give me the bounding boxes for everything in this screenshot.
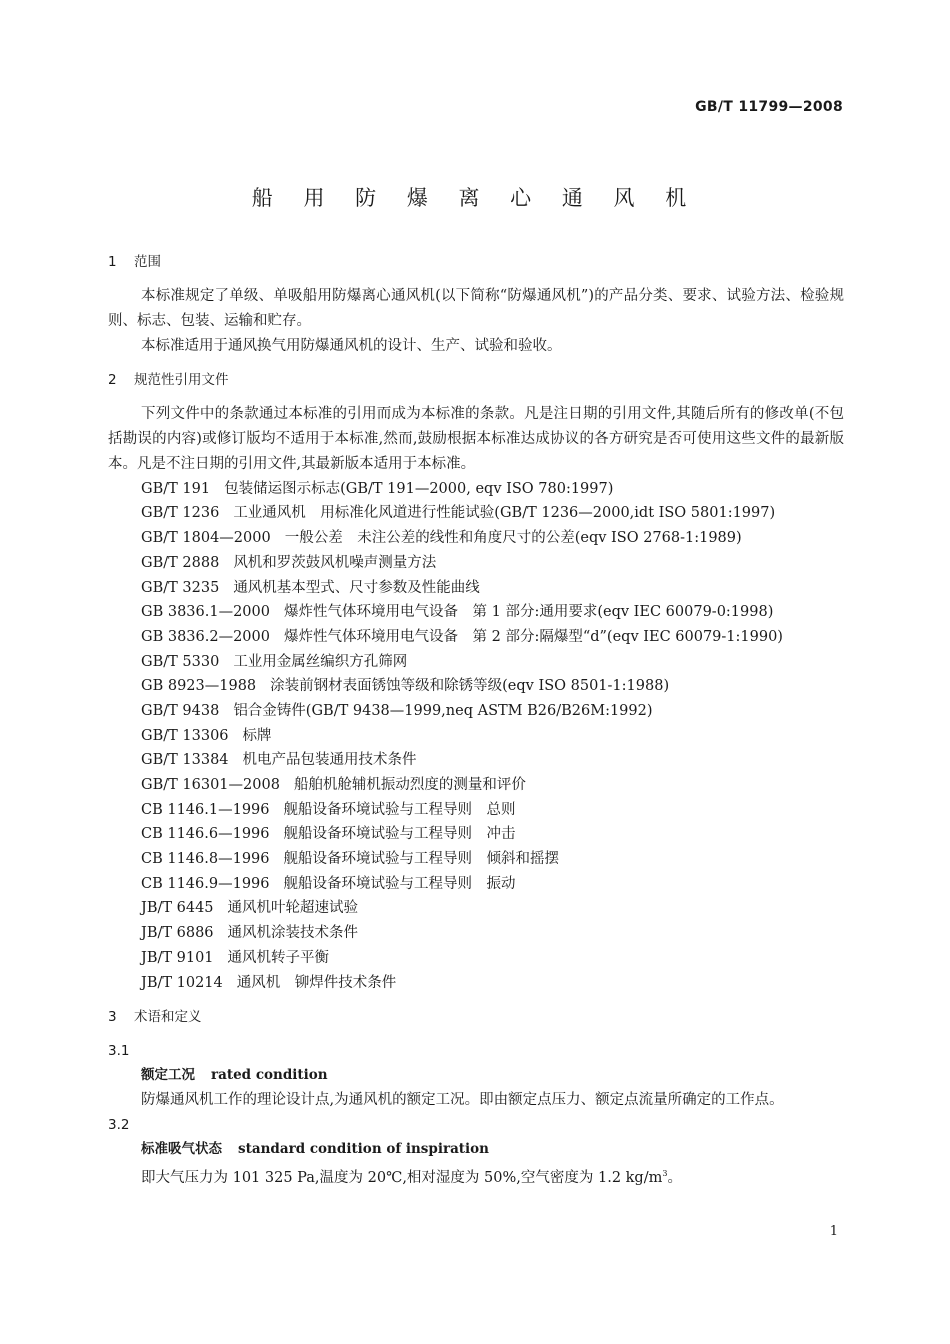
reference-item <box>108 625 844 650</box>
reference-item <box>108 896 844 921</box>
reference-code: GB/T 5330 <box>141 653 220 670</box>
term-heading <box>108 1063 844 1088</box>
reference-item <box>108 501 844 526</box>
reference-item <box>108 946 844 971</box>
reference-title: 爆炸性气体环境用电气设备 第 1 部分:通用要求(eqv IEC 60079-0:1998) <box>284 604 774 621</box>
term-definition-text: 即大气压力为 101 325 Pa,温度为 20℃,相对湿度为 50%,空气密度为 1.2 kg/m <box>141 1169 663 1186</box>
section-number: 1 <box>108 254 117 270</box>
reference-title: 通风机叶轮超速试验 <box>227 900 359 917</box>
reference-title: 风机和罗茨鼓风机噪声测量方法 <box>233 554 437 571</box>
reference-item <box>108 847 844 872</box>
normative-references-list <box>108 477 844 995</box>
section-heading-1 <box>108 250 844 274</box>
term-chinese: 标准吸气状态 <box>141 1141 222 1158</box>
reference-item <box>108 921 844 946</box>
reference-code: JB/T 10214 <box>141 974 223 991</box>
reference-title: 机电产品包装通用技术条件 <box>242 752 417 769</box>
reference-code: GB/T 1236 <box>141 505 220 522</box>
reference-code: JB/T 6445 <box>141 900 214 917</box>
term-number: 3.2 <box>108 1117 130 1134</box>
reference-title: 工业用金属丝编织方孔筛网 <box>233 653 408 670</box>
reference-item <box>108 600 844 625</box>
reference-code: CB 1146.8—1996 <box>141 851 270 868</box>
reference-code: CB 1146.9—1996 <box>141 875 270 892</box>
reference-code: GB 3836.1—2000 <box>141 604 270 621</box>
reference-item <box>108 872 844 897</box>
reference-code: GB 3836.2—2000 <box>141 628 270 645</box>
superscript: 3 <box>662 1169 668 1179</box>
term-english: rated condition <box>211 1067 328 1084</box>
reference-item <box>108 477 844 502</box>
references-intro-paragraph: 下列文件中的条款通过本标准的引用而成为本标准的条款。凡是注日期的引用文件,其随后所有的修改单(不包括勘误的内容)或修订版均不适用于本标准,然而,鼓励根据本标准达成协议的各方研究是否可使用这些文件的最新版本。凡是不注日期的引用文件,其最新版本适用于本标准。 <box>108 406 844 472</box>
reference-code: GB/T 191 <box>141 480 211 497</box>
reference-code: GB/T 2888 <box>141 554 220 571</box>
reference-item <box>108 699 844 724</box>
reference-title: 一般公差 未注公差的线性和角度尺寸的公差(eqv ISO 2768-1:1989) <box>284 530 742 547</box>
reference-title: 涂装前钢材表面锈蚀等级和除锈等级(eqv ISO 8501-1:1988) <box>270 678 670 695</box>
reference-code: CB 1146.1—1996 <box>141 801 270 818</box>
section-number: 2 <box>108 372 117 389</box>
reference-title: 船舶机舱辅机振动烈度的测量和评价 <box>293 777 526 794</box>
reference-code: JB/T 9101 <box>141 949 214 966</box>
section-heading-2 <box>108 368 844 392</box>
reference-title: 舰船设备环境试验与工程导则 总则 <box>283 801 516 818</box>
reference-title: 通风机转子平衡 <box>227 949 330 966</box>
reference-title: 舰船设备环境试验与工程导则 冲击 <box>283 826 516 843</box>
reference-title: 通风机涂装技术条件 <box>227 925 359 942</box>
reference-code: GB/T 13306 <box>141 727 229 744</box>
section-title: 规范性引用文件 <box>134 372 229 389</box>
reference-code: JB/T 6886 <box>141 925 214 942</box>
reference-title: 通风机基本型式、尺寸参数及性能曲线 <box>233 579 480 596</box>
term-heading <box>108 1137 844 1162</box>
reference-code: GB/T 16301—2008 <box>141 777 280 794</box>
document-title: 船 用 防 爆 离 心 通 风 机 <box>251 186 699 210</box>
reference-item <box>108 822 844 847</box>
reference-title: 舰船设备环境试验与工程导则 倾斜和摇摆 <box>283 851 559 868</box>
page-number: 1 <box>829 1224 838 1239</box>
term-number: 3.1 <box>108 1043 130 1060</box>
reference-item <box>108 650 844 675</box>
standard-code: GB/T 11799—2008 <box>695 99 843 115</box>
reference-title: 爆炸性气体环境用电气设备 第 2 部分:隔爆型“d”(eqv IEC 60079-1:1990) <box>284 628 783 645</box>
scope-paragraph-1: 本标准规定了单级、单吸船用防爆离心通风机(以下简称“防爆通风机”)的产品分类、要求、试验方法、检验规则、标志、包装、运输和贮存。 <box>108 288 844 329</box>
reference-code: GB 8923—1988 <box>141 678 257 695</box>
reference-title: 包装储运图示标志(GB/T 191—2000, eqv ISO 780:1997) <box>224 480 614 497</box>
reference-code: GB/T 9438 <box>141 702 220 719</box>
reference-item <box>108 773 844 798</box>
reference-item <box>108 724 844 749</box>
reference-title: 标牌 <box>242 727 272 744</box>
section-title: 术语和定义 <box>134 1009 202 1026</box>
term-definition: 防爆通风机工作的理论设计点,为通风机的额定工况。即由额定点压力、额定点流量所确定的工作点。 <box>141 1092 784 1109</box>
reference-title: 通风机 铆焊件技术条件 <box>236 974 397 991</box>
reference-code: CB 1146.6—1996 <box>141 826 270 843</box>
scope-paragraph-2: 本标准适用于通风换气用防爆通风机的设计、生产、试验和验收。 <box>141 337 562 354</box>
reference-code: GB/T 13384 <box>141 752 229 769</box>
reference-item <box>108 798 844 823</box>
document-body <box>108 250 844 1191</box>
reference-item <box>108 526 844 551</box>
reference-item <box>108 551 844 576</box>
reference-item <box>108 971 844 996</box>
reference-title: 舰船设备环境试验与工程导则 振动 <box>283 875 516 892</box>
reference-item <box>108 674 844 699</box>
term-definition <box>108 1162 844 1191</box>
reference-item <box>108 576 844 601</box>
section-title: 范围 <box>134 254 161 270</box>
term-definition-end: 。 <box>667 1169 682 1186</box>
term-chinese: 额定工况 <box>141 1067 195 1084</box>
term-english: standard condition of inspiration <box>238 1141 489 1158</box>
reference-title: 工业通风机 用标准化风道进行性能试验(GB/T 1236—2000,idt ISO 5801:1997) <box>233 505 776 522</box>
reference-item <box>108 748 844 773</box>
reference-title: 铝合金铸件(GB/T 9438—1999,neq ASTM B26/B26M:1992) <box>233 702 653 719</box>
reference-code: GB/T 1804—2000 <box>141 530 271 547</box>
reference-code: GB/T 3235 <box>141 579 220 596</box>
section-heading-3 <box>108 1005 844 1029</box>
section-number: 3 <box>108 1009 117 1026</box>
